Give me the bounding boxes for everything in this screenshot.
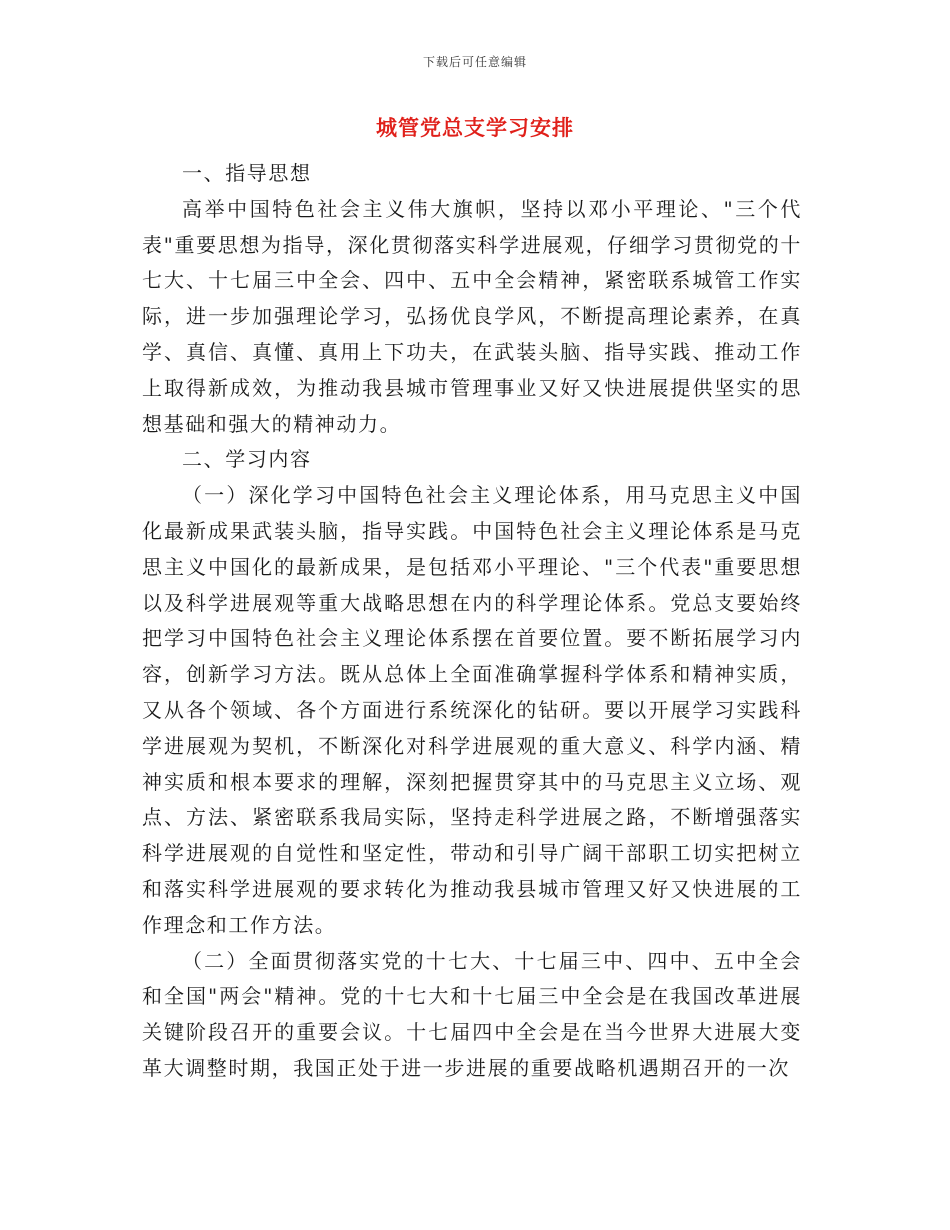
paragraph-study-content-1: （一）深化学习中国特色社会主义理论体系，用马克思主义中国化最新成果武装头脑，指导实践。中国特色社会主义理论体系是马克思主义中国化的最新成果，是包括邓小平理论、"三个代表"重要思想以及科学进展观等重大战略思想在内的科学理论体系。党总支要始终把学习中国特色社会主义理论体系摆在首要位置。要不断拓展学习内容，创新学习方法。既从总体上全面准确掌握科学体系和精神实质，又从各个领域、各个方面进行系统深化的钻研。要以开展学习实践科学进展观为契机，不断深化对科学进展观的重大意义、科学内涵、精神实质和根本要求的理解，深刻把握贯穿其中的马克思主义立场、观点、方法、紧密联系我局实际，坚持走科学进展之路，不断增强落实科学进展观的自觉性和坚定性，带动和引导广阔干部职工切实把树立和落实科学进展观的要求转化为推动我县城市管理又好又快进展的工作理念和工作方法。 — [142, 483, 802, 937]
section-heading-guiding-ideology: 一、指导思想 — [182, 161, 312, 185]
paragraph-guiding-ideology: 高举中国特色社会主义伟大旗帜，坚持以邓小平理论、"三个代表"重要思想为指导，深化贯彻落实科学进展观，仔细学习贯彻党的十七大、十七届三中全会、四中、五中全会精神，紧密联系城管工作实际，进一步加强理论学习，弘扬优良学风，不断提高理论素养，在真学、真信、真懂、真用上下功夫，在武装头脑、指导实践、推动工作上取得新成效，为推动我县城市管理事业又好又快进展提供坚实的思想基础和强大的精神动力。 — [142, 196, 802, 436]
document-title: 城管党总支学习安排 — [376, 116, 574, 140]
header-note: 下载后可任意编辑 — [422, 55, 527, 69]
paragraph-study-content-2: （二）全面贯彻落实党的十七大、十七届三中、四中、五中全会和全国"两会"精神。党的十七大和十七届三中全会是在我国改革进展关键阶段召开的重要会议。十七届四中全会是在当今世界大进展大变革大调整时期，我国正处于进一步进展的重要战略机遇期召开的一次 — [142, 948, 802, 1080]
section-heading-study-content: 二、学习内容 — [182, 447, 312, 472]
document-body — [142, 156, 802, 1087]
